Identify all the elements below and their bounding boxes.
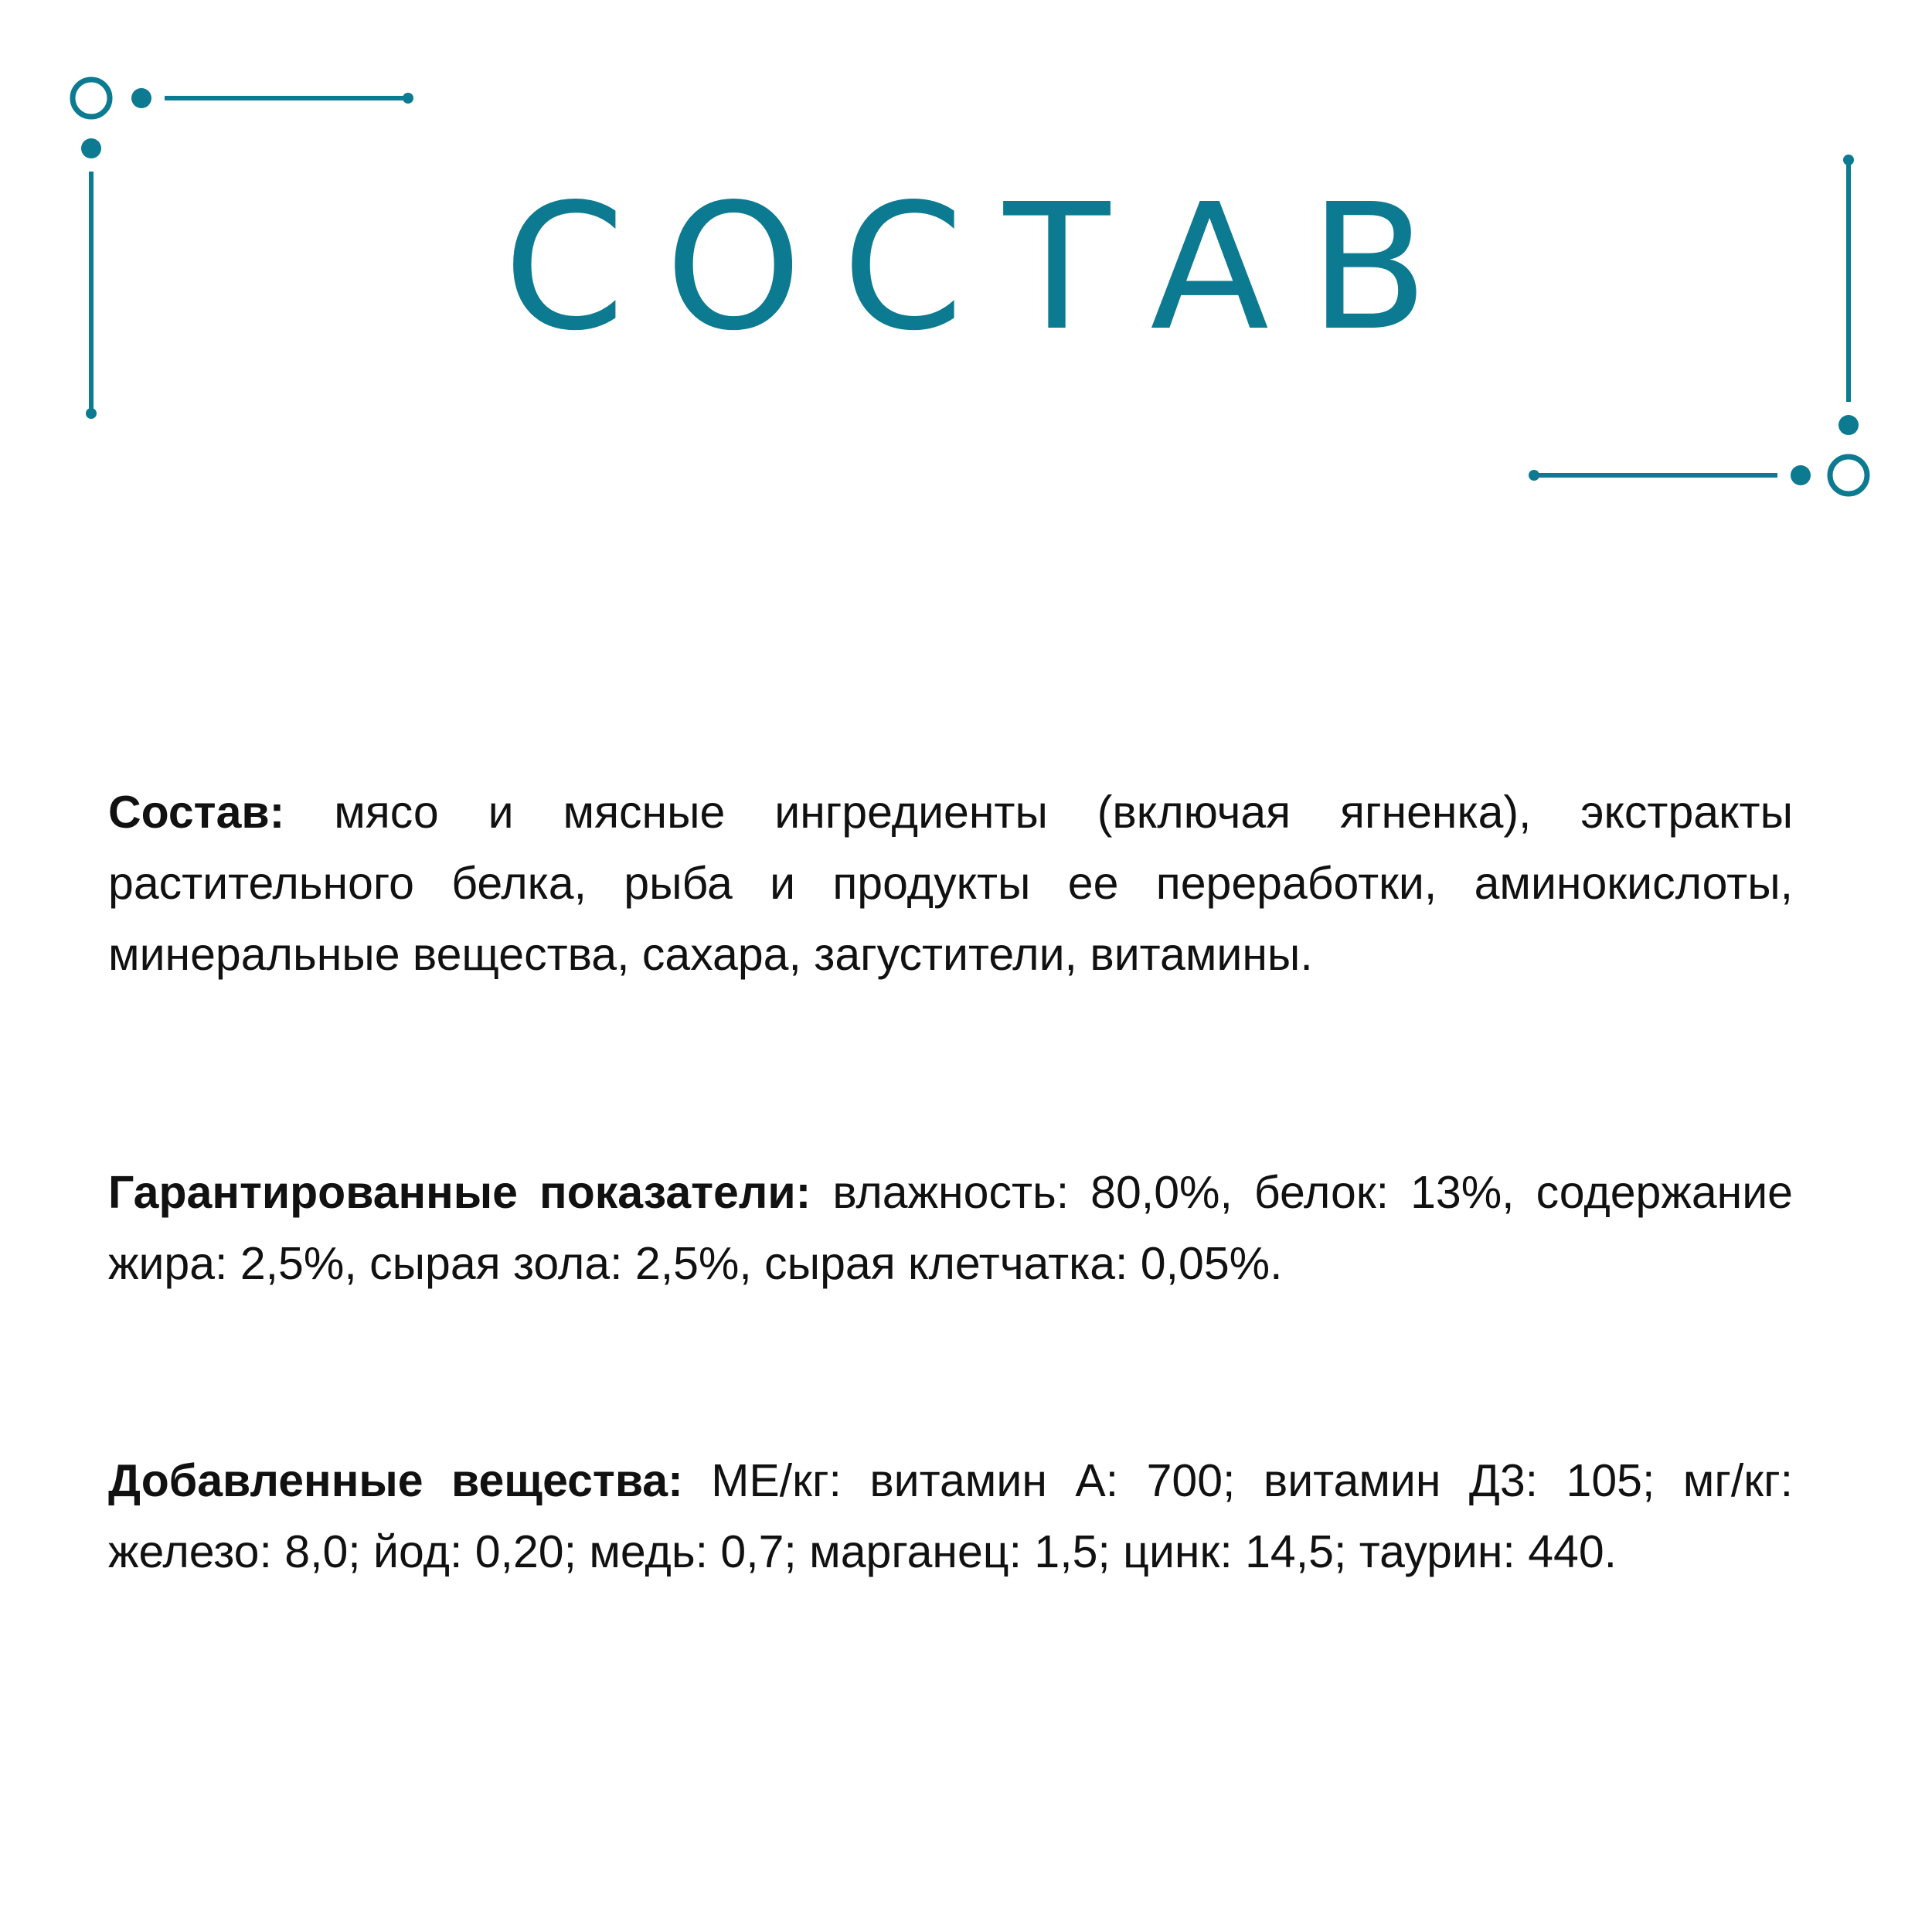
ring-icon: [73, 80, 110, 117]
guaranteed-analysis-text: влажность: 80,0%, белок: 13%, содержание жира: 2,5%, сырая зола: 2,5%, сырая клетчатка: 0,05%.: [108, 1167, 1793, 1289]
dot-icon: [1791, 465, 1811, 485]
additives-label: Добавленные вещества:: [108, 1455, 683, 1506]
additives-paragraph: [108, 1445, 1793, 1587]
ingredients-paragraph: [108, 777, 1793, 990]
additives-text: МЕ/кг: витамин А: 700; витамин Д3: 105; мг/кг: железо: 8,0; йод: 0,20; медь: 0,7; марганец: 1,5; цинк: 14,5; таурин: 440.: [108, 1455, 1794, 1577]
guaranteed-analysis-label: Гарантированные показатели:: [108, 1167, 811, 1218]
ingredients-text: мясо и мясные ингредиенты (включая ягненка), экстракты растительного белка, рыба и продукты ее переработки, аминокислоты, минеральные вещества, сахара, загустители, витамины.: [108, 787, 1793, 980]
dot-icon: [131, 88, 151, 108]
line-end-dot: [403, 93, 413, 104]
ingredients-label: Состав:: [108, 787, 285, 838]
ring-icon: [1830, 457, 1867, 494]
guaranteed-analysis-paragraph: [108, 1157, 1793, 1299]
page-title: СОСТАВ: [503, 167, 1469, 369]
line-end-dot: [86, 408, 97, 419]
dot-icon: [81, 138, 101, 158]
dot-icon: [1838, 415, 1859, 435]
